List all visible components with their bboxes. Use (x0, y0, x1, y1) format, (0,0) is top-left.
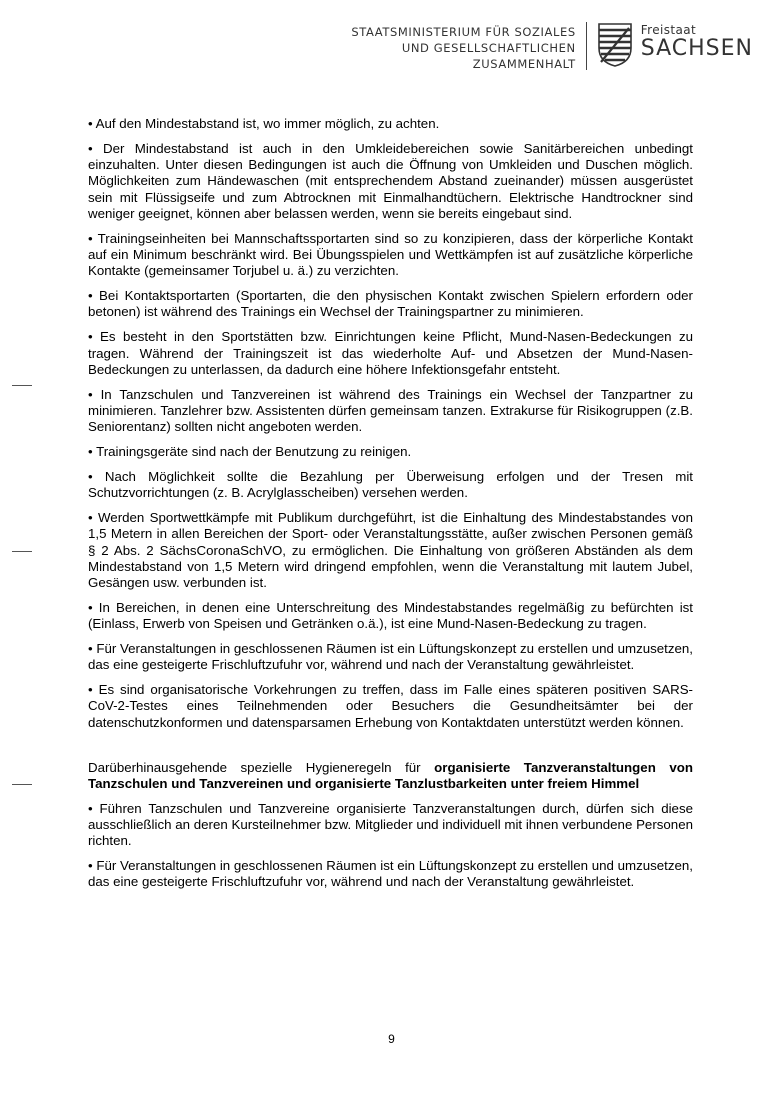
ministry-line-1: STAATSMINISTERIUM FÜR SOZIALES (351, 25, 576, 39)
bullet-paragraph: • Werden Sportwettkämpfe mit Publikum durchgeführt, ist die Einhaltung des Mindestabstandes von 1,5 Metern in allen Bereichen der Sport- oder Veranstaltungsstätte, außer zwischen Personen gemäß § 2 Abs. 2 SächsCoronaSchVO, zu ermöglichen. Die Einhaltung von größeren Abständen als dem Mindestabstand von 1,5 Metern wird dringend empfohlen, wenn die Veranstaltung mit lautem Jubel, Gesängen usw. verbunden ist. (88, 509, 693, 591)
section-spacer (88, 740, 693, 760)
bullet-paragraph: • Es sind organisatorische Vorkehrungen zu treffen, dass im Falle eines späteren positiven SARS-CoV-2-Testes eines Teilnehmenden oder Besuchers die Gesundheitsämter bei der datenschutzkonformen und datensparsamen Erhebung von Kontaktdaten unterstützt werden können. (88, 682, 693, 730)
section-heading-intro: Darüberhinausgehende spezielle Hygieneregeln für (88, 759, 435, 775)
bullet-paragraph: • Trainingsgeräte sind nach der Benutzung zu reinigen. (88, 444, 412, 460)
bullet-paragraph: • Der Mindestabstand ist auch in den Umkleidebereichen sowie Sanitärbereichen unbedingt einzuhalten. Unter diesen Bedingungen ist auch die Öffnung von Umkleiden und Duschen möglich. Möglichkeiten zum Händewaschen (mit entsprechendem Abstand zueinander) müssen ausgerüstet sein mit Flüssigseife und zum Abtrocknen mit Einmalhandtüchern. Elektrische Handtrockner sind weniger geeignet, können aber belassen werden, wenn sie bereits eingebaut sind. (88, 140, 693, 221)
bullet-paragraph: • Es besteht in den Sportstätten bzw. Einrichtungen keine Pflicht, Mund-Nasen-Bedeckungen zu tragen. Während der Trainingszeit ist das wiederholte Auf- und Absetzen der Mund-Nasen-Bedeckungen zu unterlassen, da dadurch eine höhere Infektionsgefahr entsteht. (88, 329, 693, 377)
bullet-paragraph: • Für Veranstaltungen in geschlossenen Räumen ist ein Lüftungskonzept zu erstellen und umzusetzen, das eine gesteigerte Frischluftzufuhr vor, während und nach der Veranstaltung gewährleistet. (88, 641, 693, 673)
bullet-paragraph: • Trainingseinheiten bei Mannschaftssportarten sind so zu konzipieren, dass der körperliche Kontakt auf ein Minimum beschränkt wird. Bei Übungsspielen und Wettkämpfen ist auf zusätzliche körperliche Kontakte (gemeinsamer Torjubel u. ä.) zu verzichten. (88, 230, 693, 279)
margin-mark (12, 784, 32, 785)
ministry-line-2: UND GESELLSCHAFTLICHEN (401, 41, 576, 55)
document-body (88, 116, 693, 899)
bullet-paragraph: • Nach Möglichkeit sollte die Bezahlung per Überweisung erfolgen und der Tresen mit Schutzvorrichtungen (z. B. Acrylglasscheiben) versehen werden. (88, 468, 693, 501)
margin-mark (12, 385, 32, 386)
page-header (351, 22, 753, 72)
section-heading (88, 760, 693, 793)
state-label-big: SACHSEN (640, 36, 753, 61)
bullet-paragraph: • Führen Tanzschulen und Tanzvereine organisierte Tanzveranstaltungen durch, dürfen sich diese ausschließlich an deren Kursteilnehmer bzw. Mitglieder und individuell mit ihnen verbundene Personen richten. (88, 800, 693, 849)
ministry-line-3: ZUSAMMENHALT (472, 57, 576, 71)
bullet-paragraph: • Auf den Mindestabstand ist, wo immer möglich, zu achten. (88, 116, 440, 131)
bullet-paragraph: • In Tanzschulen und Tanzvereinen ist während des Trainings ein Wechsel der Tanzpartner zu minimieren. Tanzlehrer bzw. Assistenten dürfen gemeinsam tanzen. Extrakurse für Risikogruppen (z.B. Seniorentanz) sollten nicht angeboten werden. (88, 386, 693, 435)
ministry-name (351, 24, 585, 72)
header-divider (586, 22, 587, 70)
state-name (641, 22, 753, 60)
bullet-paragraph: • Bei Kontaktsportarten (Sportarten, die den physischen Kontakt zwischen Spielern erfordern oder betonen) ist während des Trainings ein Wechsel der Trainingspartner zu minimieren. (88, 288, 693, 320)
bullet-paragraph: • In Bereichen, in denen eine Unterschreitung des Mindestabstandes regelmäßig zu befürchten ist (Einlass, Erwerb von Speisen und Getränken o.ä.), ist eine Mund-Nasen-Bedeckung zu tragen. (88, 599, 693, 632)
state-label-small: Freistaat (640, 23, 697, 37)
page-number: 9 (388, 1032, 395, 1046)
margin-mark (12, 551, 32, 552)
bullet-paragraph: • Für Veranstaltungen in geschlossenen Räumen ist ein Lüftungskonzept zu erstellen und umzusetzen, das eine gesteigerte Frischluftzufuhr vor, während und nach der Veranstaltung gewährleistet. (88, 857, 693, 890)
section-heading-bold: organisierte Tanzveranstaltungen von Tanzschulen und Tanzvereinen und organisierte Tanzlustbarkeiten unter freiem Himmel (88, 759, 693, 791)
saxony-crest-icon (597, 22, 633, 68)
